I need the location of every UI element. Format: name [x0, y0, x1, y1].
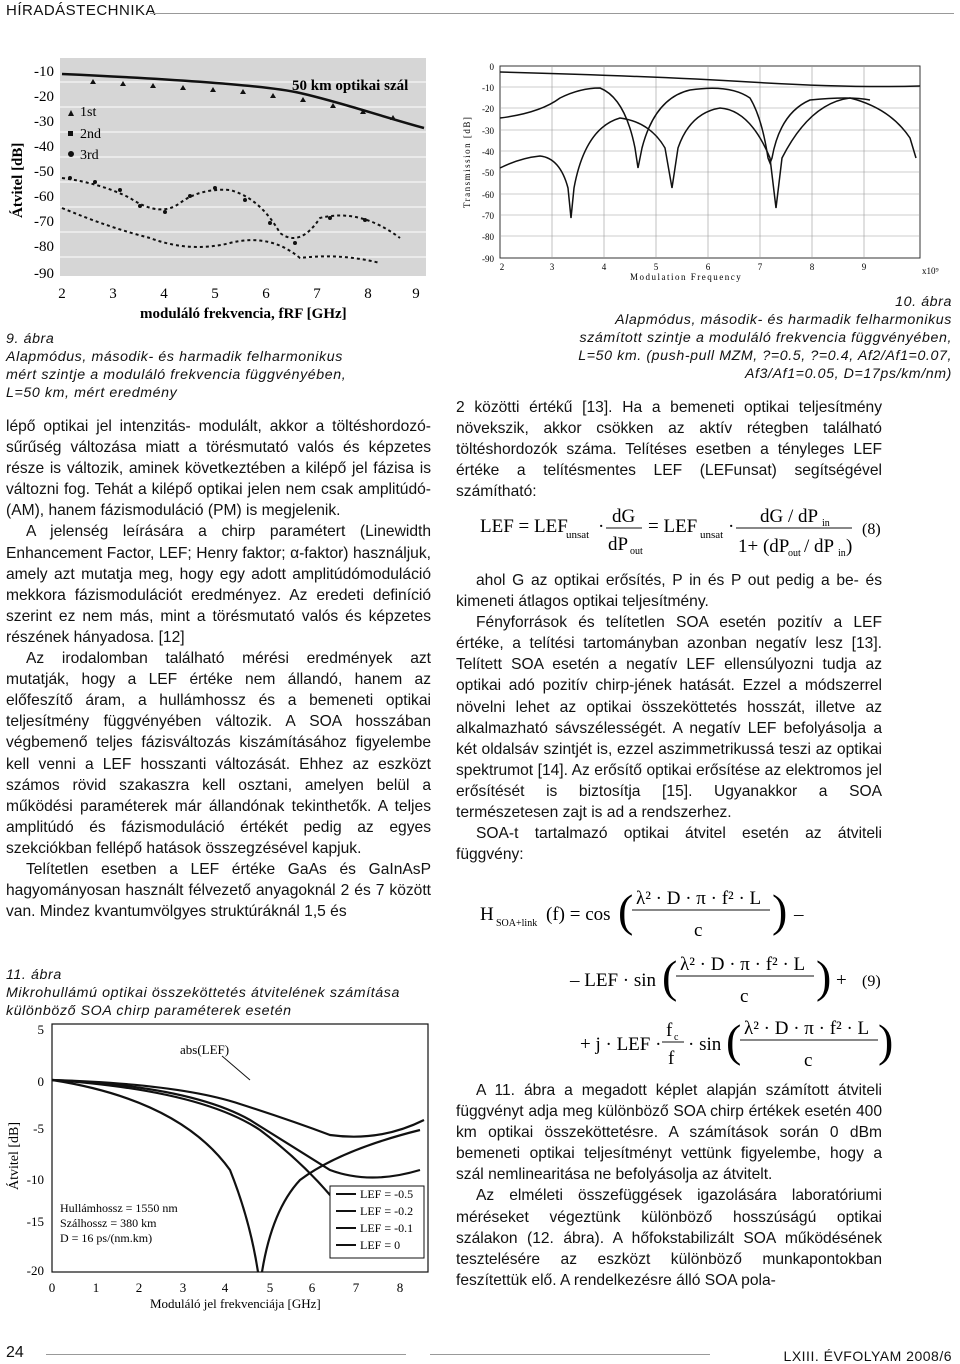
- svg-text:/ dP: / dP: [804, 536, 835, 557]
- fig9-legend-2: 2nd: [80, 127, 101, 142]
- svg-text:+ j · LEF ·: + j · LEF ·: [580, 1034, 662, 1055]
- svg-text:LEF = LEF: LEF = LEF: [480, 516, 568, 537]
- svg-text:-40: -40: [34, 139, 54, 155]
- svg-text:9: 9: [412, 286, 420, 302]
- svg-text:D = 16 ps/(nm.km): D = 16 ps/(nm.km): [60, 1231, 153, 1245]
- svg-text:= LEF: = LEF: [648, 516, 698, 537]
- svg-text:dG / dP: dG / dP: [760, 506, 819, 527]
- svg-text:-20: -20: [26, 1263, 44, 1278]
- fig10-xscale: x10⁹: [922, 266, 939, 276]
- running-header: HÍRADÁSTECHNIKA: [6, 2, 157, 19]
- fig11-params: [60, 1201, 178, 1245]
- footer-rule-left: [46, 1354, 406, 1355]
- svg-text:-10: -10: [34, 64, 54, 80]
- svg-text:0: 0: [489, 62, 494, 72]
- svg-text:(8): (8): [862, 521, 881, 538]
- svg-text:out: out: [630, 546, 643, 557]
- svg-text:7: 7: [313, 286, 321, 302]
- svg-text:-30: -30: [34, 114, 54, 130]
- svg-text:–: –: [794, 904, 804, 925]
- svg-text:-5: -5: [33, 1121, 44, 1136]
- svg-text:2: 2: [499, 262, 505, 272]
- right-column-text-2: ahol G az optikai erősítés, P in és P out pedig a be- és kimeneti átlagos optikai teljesítmény. Fényforrások és telítetlen SOA esetén pozitív a LEF értéke, a telítési tartományban azonban negatív lesz [13]. Telített SOA esetén a negatív LEF ellensúlyozni tudja az optikai adó pozitív chirp-jének hatását. Ezzel a módszerrel növelni lehet az optikai összeköttetés hosszát, illetve az alkalmazható sávszélességét. A negatív LEF befolyásolja a két oldalsáv szintjét is, ezzel aszimmetrikussá teszi az optikai spektrumot [14]. Az erősítő optikai erősítése az elektromos jel erősítését is biztosítja [15]. Ugyanakkor a SOA természetesen zajt is ad a rendszerhez. SOA-t tartalmazó optikai átvitel esetén az átviteli függvény:: [456, 572, 882, 864]
- svg-text:8: 8: [396, 1280, 404, 1295]
- svg-text:6: 6: [308, 1280, 316, 1295]
- svg-text:-90: -90: [34, 266, 54, 282]
- svg-text:5: 5: [266, 1280, 274, 1295]
- svg-text:): ): [772, 885, 788, 936]
- svg-text:1+ (dP: 1+ (dP: [738, 536, 790, 557]
- figure-9-chart: [0, 58, 440, 323]
- svg-text:-60: -60: [482, 190, 494, 200]
- figure-11-chart: [0, 1020, 440, 1310]
- fig9-xlabel: moduláló frekvencia, fRF [GHz]: [140, 306, 347, 322]
- svg-text:-15: -15: [26, 1214, 44, 1229]
- fig9-legend-3: 3rd: [80, 148, 99, 163]
- svg-text:3: 3: [179, 1280, 187, 1295]
- svg-text:0: 0: [48, 1280, 56, 1295]
- svg-text:SOA+link: SOA+link: [496, 918, 538, 929]
- svg-text:-60: -60: [34, 189, 54, 205]
- header-rule: [150, 13, 954, 14]
- svg-text:-90: -90: [482, 254, 494, 264]
- svg-text:): ): [846, 536, 853, 557]
- svg-text:c: c: [804, 1050, 813, 1071]
- svg-text:out: out: [788, 548, 801, 559]
- svg-text:– LEF · sin: – LEF · sin: [570, 970, 657, 991]
- svg-text:4: 4: [601, 262, 607, 272]
- fig11-ylabel: Átvitel [dB]: [7, 1121, 22, 1190]
- svg-text:LEF = -0.5: LEF = -0.5: [360, 1187, 414, 1201]
- svg-text:·: ·: [728, 516, 735, 537]
- svg-text:2: 2: [135, 1280, 143, 1295]
- svg-text:·: ·: [598, 516, 605, 537]
- svg-text:4: 4: [160, 286, 168, 302]
- svg-text:0: 0: [37, 1074, 44, 1089]
- svg-text:7: 7: [352, 1280, 360, 1295]
- svg-text:-20: -20: [482, 104, 494, 114]
- svg-text:3: 3: [109, 286, 117, 302]
- page-number: 24: [6, 1344, 24, 1361]
- svg-text:1: 1: [92, 1280, 100, 1295]
- fig11-annotation: abs(LEF): [180, 1042, 230, 1057]
- svg-text:unsat: unsat: [566, 529, 590, 541]
- fig10-ylabel: Transmission [dB]: [462, 115, 472, 208]
- fig9-title: 50 km optikai szál: [292, 78, 409, 94]
- fig9-ylabel: Átvitel [dB]: [10, 142, 26, 218]
- svg-text:(f) = cos: (f) = cos: [546, 904, 611, 925]
- svg-text:(9): (9): [862, 973, 881, 990]
- svg-text:+: +: [836, 970, 847, 991]
- figure-10-caption: 10. ábra Alapmódus, második- és harmadik felharmonikus számított szintje a moduláló frekvencia függvényében, L=50 km. (push-pull MZM, ?=0.5, ?=0.4, Af2/Af1=0.07, Af3/Af1=0.05, D=17ps/km/nm): [578, 294, 952, 382]
- fig9-legend-1: 1st: [80, 105, 97, 120]
- svg-text:in: in: [822, 518, 830, 529]
- equation-9: [470, 880, 894, 1075]
- left-column-text: lépő optikai jel intenzitás- modulált, akkor a töltéshordozó-sűrűség változása miatt a törésmutató valós és képzetes része is változik, aminek következtében a kilépő jel fázisa is változni fog. Tehát a kilépő optikai jelen nem csak amplitúdó- (AM), hanem fázismoduláció (PM) is megjelenik. A jelenség leírására a chirp paramétert (Linewidth Enhancement Factor, LEF; Henry faktor; α-faktor) használjuk, amely azt mutatja meg, hogy egy adott amplitúdómoduláció mekkora fázismodulációt eredményez. Az eredeti definíció szerint ez nem más, mint a törésmutató valós és képzetes részének hányadosa. [12] Az irodalomban található mérési eredmények azt mutatják, hogy a LEF értéke nem állandó, hanem az előfeszítő áram, a hullámhossz és a bemeneti optikai teljesítmény függvényében változik. A SOA hosszában végbemenő teljes fázisváltozás kiszámításához figyelembe kell venni a LEF hosszanti változását. Ehhez az eszközt számos rövid szakaszra kell osztani, amelyen belül a működési paraméterek már állandónak tekinthetők. A teljes amplitúdó és fázismoduláció értékét pedig az egyes szekciókban fellépő hatások összegzésével kapjuk. Telítetlen esetben a LEF értéke GaAs és GaInAsP hagyományosan használt félvezető anyagoknál 2 és 7 között van. Mindez kvantumvölgyes struktúráknál 1,5 és: [6, 418, 431, 921]
- svg-text:2: 2: [58, 286, 66, 302]
- svg-text:5: 5: [37, 1022, 44, 1037]
- equation-8: [470, 502, 890, 562]
- fig11-xlabel: Moduláló jel frekvenciája [GHz]: [150, 1296, 321, 1311]
- svg-text:6: 6: [705, 262, 711, 272]
- svg-text:6: 6: [262, 286, 270, 302]
- svg-text:Hullámhossz = 1550 nm: Hullámhossz = 1550 nm: [60, 1201, 178, 1215]
- svg-text:Szálhossz = 380 km: Szálhossz = 380 km: [60, 1216, 157, 1230]
- svg-text:H: H: [480, 904, 494, 925]
- svg-text:LEF = -0.2: LEF = -0.2: [360, 1204, 414, 1218]
- svg-text:LEF = -0.1: LEF = -0.1: [360, 1221, 414, 1235]
- svg-text:LEF = 0: LEF = 0: [360, 1238, 401, 1252]
- svg-text:5: 5: [211, 286, 219, 302]
- svg-text:): ): [878, 1015, 894, 1066]
- fig10-xlabel: Modulation Frequency: [630, 272, 743, 282]
- svg-text:f: f: [668, 1048, 675, 1069]
- svg-text:(: (: [618, 885, 634, 936]
- svg-text:c: c: [674, 1032, 679, 1043]
- svg-text:-50: -50: [482, 168, 494, 178]
- svg-text:dP: dP: [608, 534, 629, 555]
- svg-text:dG: dG: [612, 506, 636, 527]
- svg-text:λ² · D · π · f² · L: λ² · D · π · f² · L: [680, 954, 806, 975]
- svg-text:-70: -70: [34, 214, 54, 230]
- right-column-text-1: 2 közötti értékű [13]. Ha a bemeneti optikai teljesítmény növekszik, akkor csökken az aktív rétegben található töltéshordozók száma. Telítéses esetben a tényleges LEF értéke a telítésmentes LEF (LEFunsat) segítségével számítható:: [456, 399, 882, 501]
- svg-text:-30: -30: [482, 126, 494, 136]
- svg-text:-10: -10: [26, 1172, 44, 1187]
- figure-11-caption: 11. ábra Mikrohullámú optikai összeköttetés átvitelének számítása különböző SOA chirp paraméterek esetén: [6, 967, 400, 1019]
- svg-text:8: 8: [364, 286, 372, 302]
- svg-text:-20: -20: [34, 89, 54, 105]
- figure-9-caption: 9. ábra Alapmódus, második- és harmadik felharmonikus mért szintje a moduláló frekvencia függvényében, L=50 km, mért eredmény: [6, 331, 347, 401]
- svg-text:9: 9: [861, 262, 867, 272]
- svg-text:-70: -70: [482, 211, 494, 221]
- svg-text:λ² · D · π · f² · L: λ² · D · π · f² · L: [636, 888, 762, 909]
- svg-text:λ² · D · π · f² · L: λ² · D · π · f² · L: [744, 1018, 870, 1039]
- svg-text:): ): [816, 951, 832, 1002]
- svg-text:f: f: [666, 1020, 673, 1041]
- svg-text:(: (: [726, 1015, 742, 1066]
- svg-text:in: in: [838, 548, 846, 559]
- svg-text:4: 4: [221, 1280, 229, 1295]
- svg-text:c: c: [740, 986, 749, 1007]
- svg-text:-10: -10: [482, 83, 494, 93]
- svg-text:8: 8: [809, 262, 815, 272]
- figure-10-chart: [450, 58, 955, 283]
- svg-text:(: (: [662, 951, 678, 1002]
- svg-text:-80: -80: [34, 239, 54, 255]
- right-column-text-3: A 11. ábra a megadott képlet alapján számított átviteli függvényt adja meg különböző SOA chirp értékek esetén 400 km optikai összeköttetésre. A számítások során 0 dBm bemeneti optikai teljesítményt vettünk figyelembe, hogy a szál nemlinearitása ne befolyásolja az átvitelt. Az elméleti összefüggések igazolására laboratóriumi méréseket végeztünk különböző hosszúságú optikai szálakon (12. ábra). A hőfokstabilizált SOA működésének tesztelésére az eszközt különböző munkapontokban feszítettük elő. A rendelkezésre álló SOA pola-: [456, 1082, 882, 1289]
- svg-text:5: 5: [653, 262, 659, 272]
- svg-text:3: 3: [549, 262, 555, 272]
- journal-issue: LXIII. ÉVFOLYAM 2008/6: [783, 1348, 952, 1364]
- footer-rule-right: [430, 1354, 710, 1355]
- svg-text:c: c: [694, 920, 703, 941]
- svg-text:-80: -80: [482, 232, 494, 242]
- svg-text:7: 7: [757, 262, 763, 272]
- svg-text:· sin: · sin: [688, 1034, 722, 1055]
- svg-text:-50: -50: [34, 164, 54, 180]
- svg-text:-40: -40: [482, 147, 494, 157]
- svg-text:unsat: unsat: [700, 529, 724, 541]
